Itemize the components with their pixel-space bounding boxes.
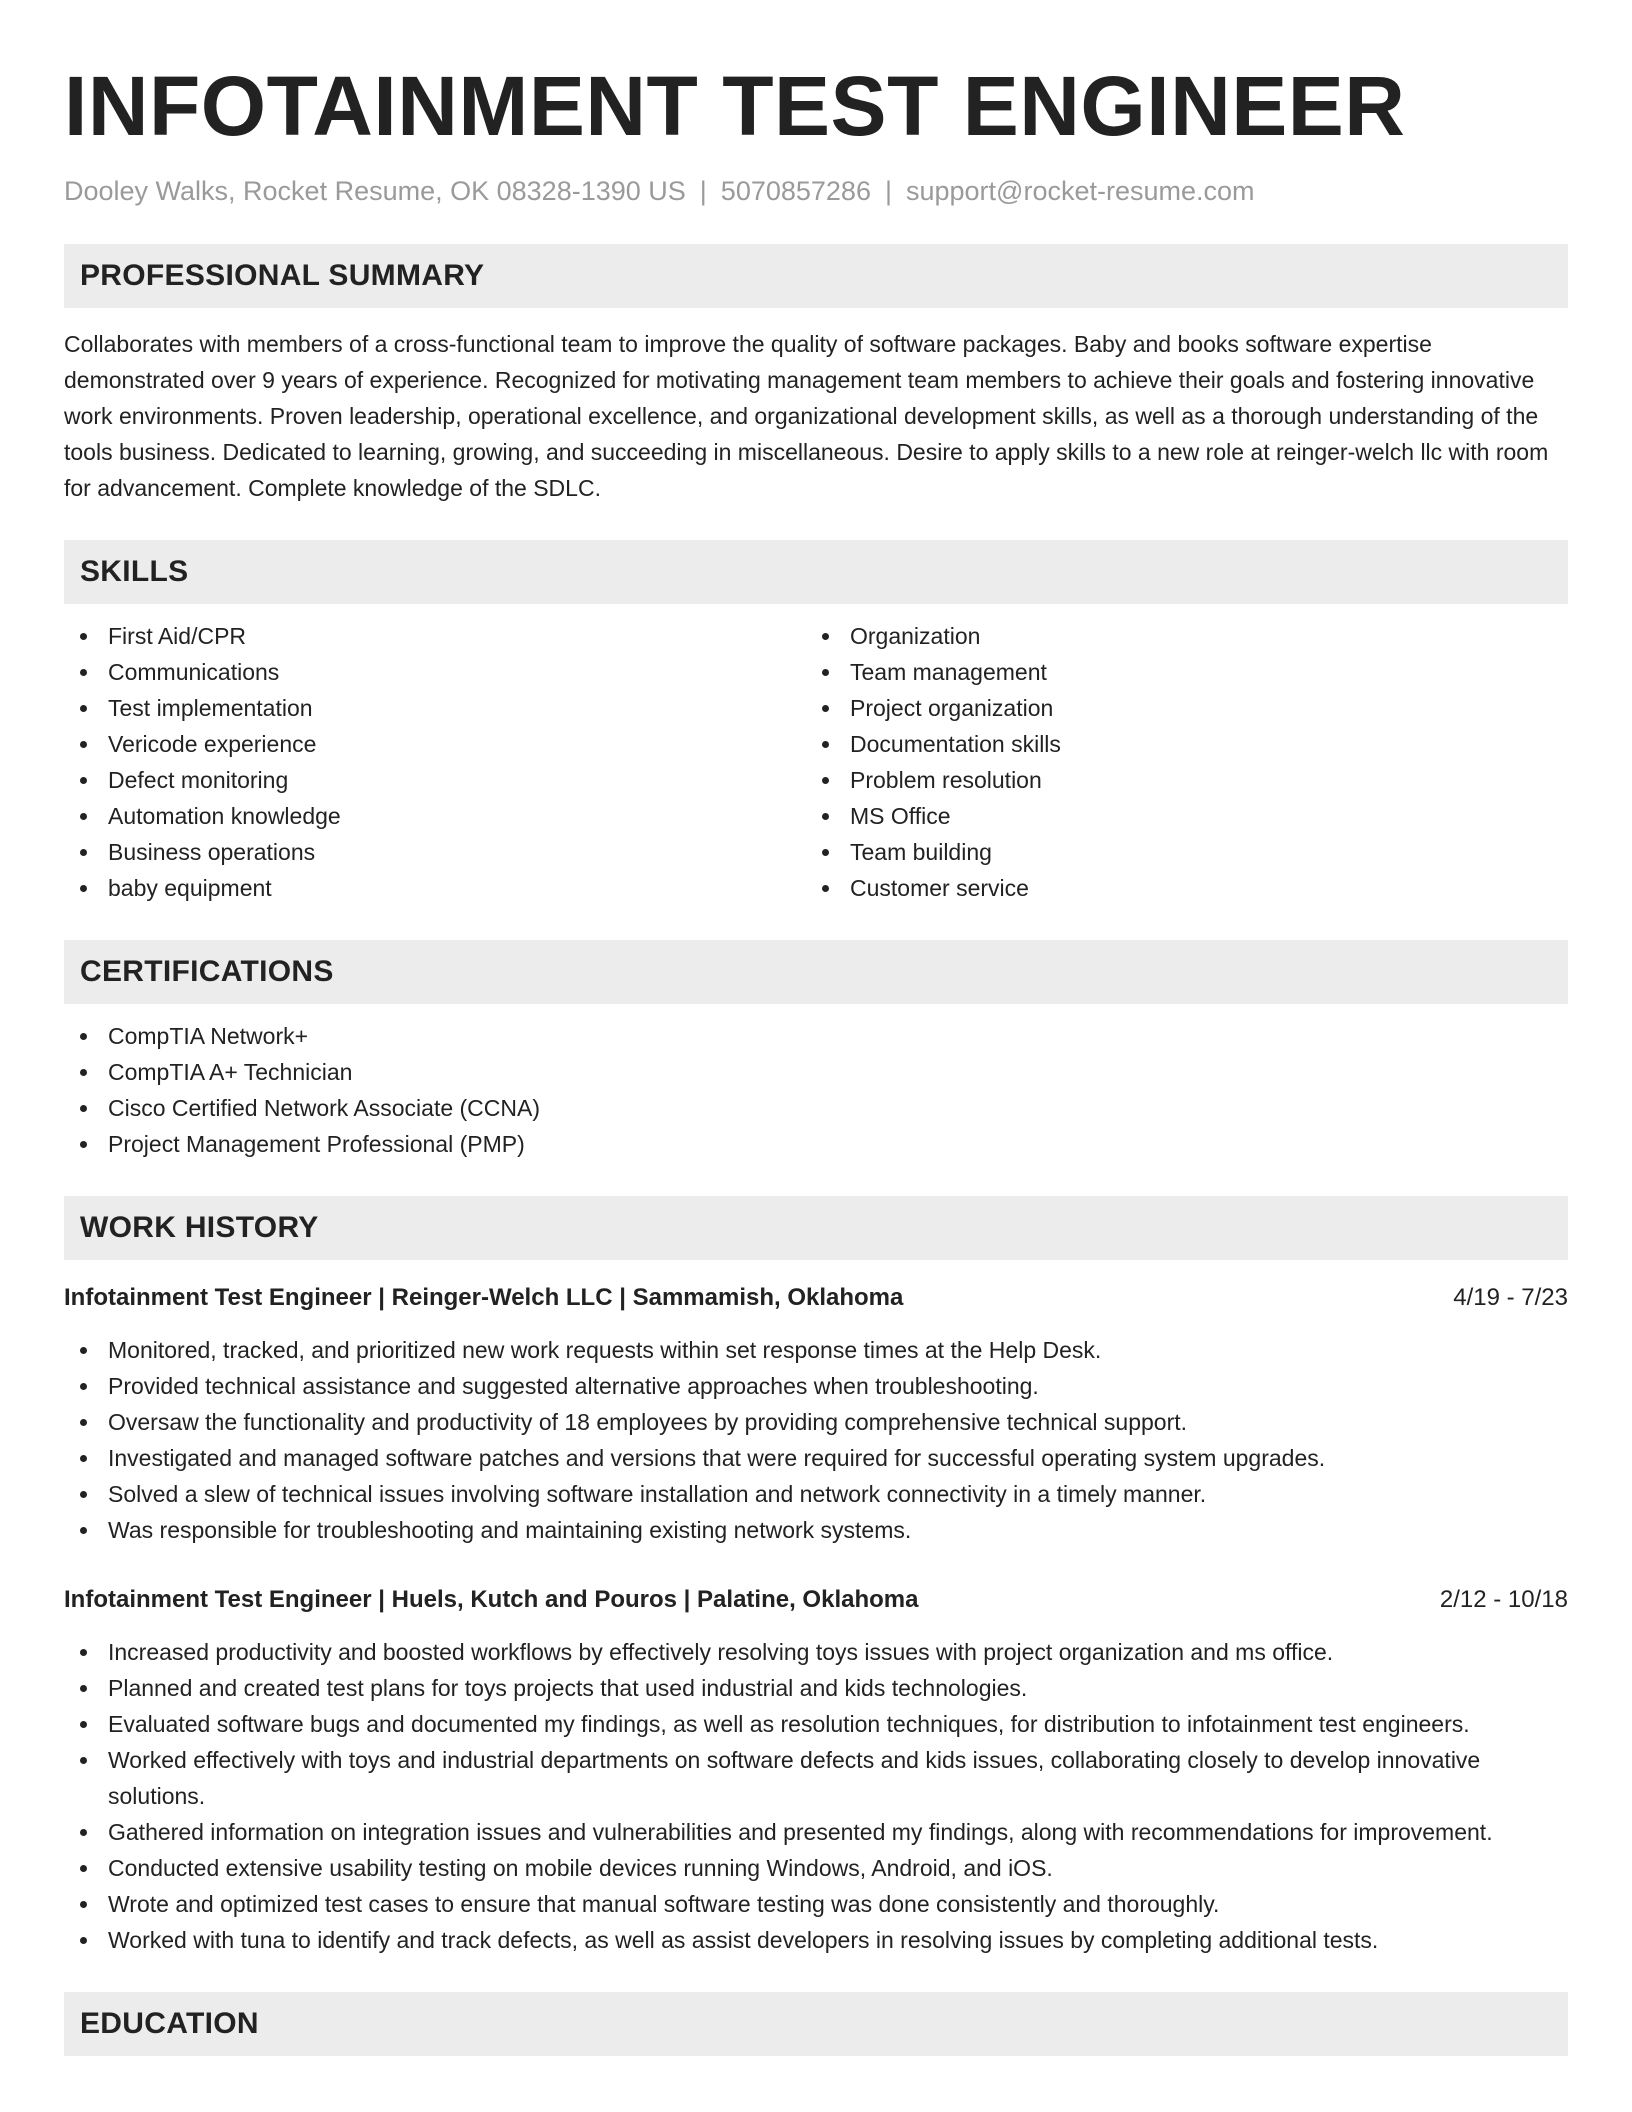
skill-item: MS Office <box>806 798 1568 834</box>
job-bullet: Conducted extensive usability testing on mobile devices running Windows, Android, and iOS. <box>64 1850 1568 1886</box>
job-bullet: Gathered information on integration issues and vulnerabilities and presented my findings, along with recommendations for improvement. <box>64 1814 1568 1850</box>
certifications-list <box>64 1018 1568 1162</box>
job-bullet-list <box>64 1634 1568 1958</box>
job-bullet: Wrote and optimized test cases to ensure that manual software testing was done consistently and thoroughly. <box>64 1886 1568 1922</box>
contact-phone[interactable]: 5070857286 <box>720 176 871 206</box>
job-dates: 4/19 - 7/23 <box>1453 1284 1568 1311</box>
skills-list-right <box>806 618 1568 906</box>
job-entry <box>64 1280 1568 1548</box>
skill-item: Project organization <box>806 690 1568 726</box>
certification-item: CompTIA Network+ <box>64 1018 1568 1054</box>
resume-page <box>64 0 1568 2056</box>
skill-item: Vericode experience <box>64 726 806 762</box>
job-bullet: Investigated and managed software patches and versions that were required for successful operating system upgrades. <box>64 1440 1568 1476</box>
skill-item: baby equipment <box>64 870 806 906</box>
certification-item: Cisco Certified Network Associate (CCNA) <box>64 1090 1568 1126</box>
section-heading-skills: SKILLS <box>64 540 1568 604</box>
certification-item: CompTIA A+ Technician <box>64 1054 1568 1090</box>
contact-address: Dooley Walks, Rocket Resume, OK 08328-1390 US <box>64 176 686 206</box>
skill-item: Communications <box>64 654 806 690</box>
education-section <box>64 1992 1568 2056</box>
job-bullet: Solved a slew of technical issues involving software installation and network connectivity in a timely manner. <box>64 1476 1568 1512</box>
skill-item: Team building <box>806 834 1568 870</box>
resume-title: INFOTAINMENT TEST ENGINEER <box>64 59 1406 153</box>
job-bullet: Planned and created test plans for toys projects that used industrial and kids technologies. <box>64 1670 1568 1706</box>
skill-item: Organization <box>806 618 1568 654</box>
professional-summary-section <box>64 244 1568 506</box>
job-title: Infotainment Test Engineer | Reinger-Welch LLC | Sammamish, Oklahoma <box>64 1284 904 1311</box>
job-bullet: Evaluated software bugs and documented my findings, as well as resolution techniques, for distribution to infotainment test engineers. <box>64 1706 1568 1742</box>
job-bullet: Worked with tuna to identify and track defects, as well as assist developers in resolving issues by completing additional tests. <box>64 1922 1568 1958</box>
job-bullet: Provided technical assistance and suggested alternative approaches when troubleshooting. <box>64 1368 1568 1404</box>
section-heading-education: EDUCATION <box>64 1992 1568 2056</box>
job-bullet-list <box>64 1332 1568 1548</box>
job-bullet: Increased productivity and boosted workflows by effectively resolving toys issues with project organization and ms office. <box>64 1634 1568 1670</box>
job-header <box>64 1582 1568 1618</box>
section-heading-summary: PROFESSIONAL SUMMARY <box>64 244 1568 308</box>
skill-item: Business operations <box>64 834 806 870</box>
job-title: Infotainment Test Engineer | Huels, Kutch and Pouros | Palatine, Oklahoma <box>64 1586 919 1613</box>
certifications-section <box>64 940 1568 1162</box>
contact-email[interactable]: support@rocket-resume.com <box>905 176 1255 206</box>
skill-item: Team management <box>806 654 1568 690</box>
skills-columns <box>64 618 1568 906</box>
skills-section <box>64 540 1568 906</box>
skill-item: Defect monitoring <box>64 762 806 798</box>
contact-separator: | <box>699 176 707 206</box>
skill-item: Customer service <box>806 870 1568 906</box>
work-history-section <box>64 1196 1568 1958</box>
job-bullet: Monitored, tracked, and prioritized new work requests within set response times at the Help Desk. <box>64 1332 1568 1368</box>
skill-item: Test implementation <box>64 690 806 726</box>
skill-item: Problem resolution <box>806 762 1568 798</box>
skill-item: Documentation skills <box>806 726 1568 762</box>
section-heading-work-history: WORK HISTORY <box>64 1196 1568 1260</box>
skills-list-left <box>64 618 806 906</box>
certification-item: Project Management Professional (PMP) <box>64 1126 1568 1162</box>
skill-item: Automation knowledge <box>64 798 806 834</box>
skill-item: First Aid/CPR <box>64 618 806 654</box>
summary-text: Collaborates with members of a cross-functional team to improve the quality of software packages. Baby and books software expertise demonstrated over 9 years of experience. Recognized for motivating management team members to achieve their goals and fostering innovative work environments. Proven leadership, operational excellence, and organizational development skills, as well as a thorough understanding of the tools business. Dedicated to learning, growing, and succeeding in miscellaneous. Desire to apply skills to a new role at reinger-welch llc with room for advancement. Complete knowledge of the SDLC. <box>64 331 1549 501</box>
job-header <box>64 1280 1568 1316</box>
job-bullet: Worked effectively with toys and industrial departments on software defects and kids issues, collaborating closely to develop innovative solutions. <box>64 1742 1568 1814</box>
job-bullet: Was responsible for troubleshooting and maintaining existing network systems. <box>64 1512 1568 1548</box>
section-heading-certifications: CERTIFICATIONS <box>64 940 1568 1004</box>
job-entry <box>64 1582 1568 1958</box>
contact-separator: | <box>884 176 892 206</box>
job-bullet: Oversaw the functionality and productivity of 18 employees by providing comprehensive technical support. <box>64 1404 1568 1440</box>
job-dates: 2/12 - 10/18 <box>1439 1586 1568 1613</box>
contact-line <box>64 174 1568 208</box>
